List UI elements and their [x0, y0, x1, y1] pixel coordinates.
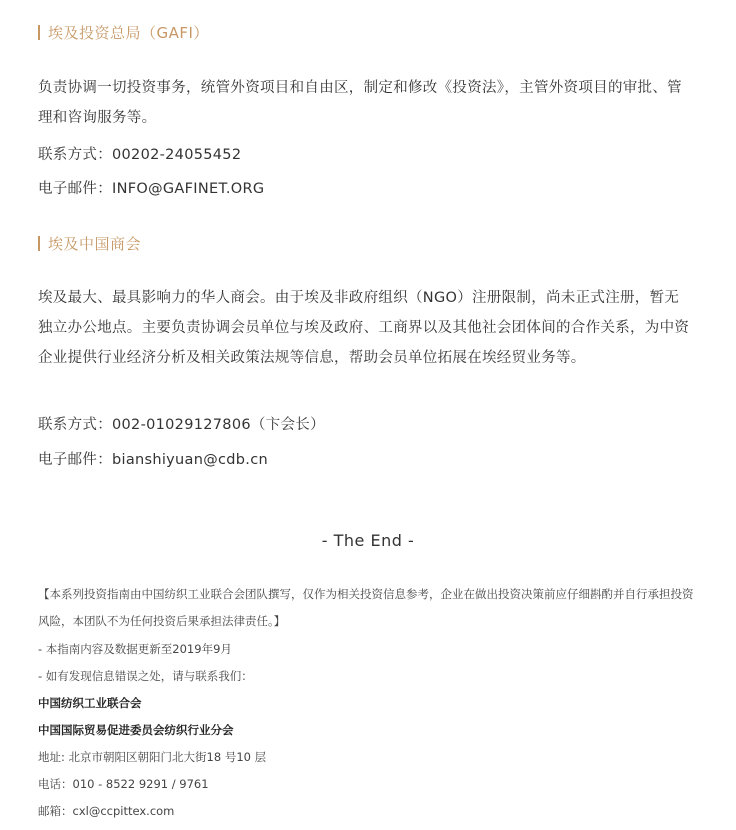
the-end-divider: - The End - [321, 531, 415, 550]
section-email-gafi[interactable]: 电子邮件：INFO@GAFINET.ORG [38, 181, 265, 197]
footer-address: 地址: 北京市朝阳区朝阳门北大街18 号10 层 [38, 750, 267, 764]
section-description-chamber: 埃及最大、最具影响力的华人商会。由于埃及非政府组织（NGO）注册限制，尚未正式注册，暂无独立办公地点。主要负责协调会员单位与埃及政府、工商界以及其他社会团体间的合作关系，为中资企业提供行业经济分析及相关政策法规等信息，帮助会员单位拓展在埃经贸业务等。 [38, 290, 690, 366]
section-title-text: 埃及中国商会 [48, 235, 142, 253]
footer-contact-prompt: - 如有发现信息错误之处，请与联系我们： [38, 669, 253, 683]
section-title-text: 埃及投资总局（GAFI） [48, 24, 209, 42]
section-email-chamber[interactable]: 电子邮件：bianshiyuan@cdb.cn [38, 452, 268, 468]
section-contact-gafi: 联系方式：00202-24055452 [38, 147, 242, 163]
section-title-chamber [38, 233, 141, 254]
title-accent-bar [38, 25, 40, 40]
footer-org-1: 中国纺织工业联合会 [38, 696, 142, 710]
footer-phone: 电话：010 - 8522 9291 / 9761 [38, 777, 209, 791]
section-description-gafi: 负责协调一切投资事务，统管外资项目和自由区，制定和修改《投资法》，主管外资项目的审批、管理和咨询服务等。 [38, 80, 682, 126]
section-title-gafi [38, 22, 209, 43]
footer-email[interactable]: 邮箱：cxl@ccpittex.com [38, 804, 175, 818]
footer-disclaimer: 【本系列投资指南由中国纺织工业联合会团队撰写，仅作为相关投资信息参考，企业在做出投资决策前应仔细斟酌并自行承担投资风险，本团队不为任何投资后果承担法律责任。】 [38, 587, 694, 628]
footer-org-2: 中国国际贸易促进委员会纺织行业分会 [38, 723, 234, 737]
section-contact-chamber: 联系方式：002-01029127806（卞会长） [38, 417, 325, 433]
title-accent-bar [38, 236, 40, 251]
footer-update-note: - 本指南内容及数据更新至2019年9月 [38, 642, 232, 656]
